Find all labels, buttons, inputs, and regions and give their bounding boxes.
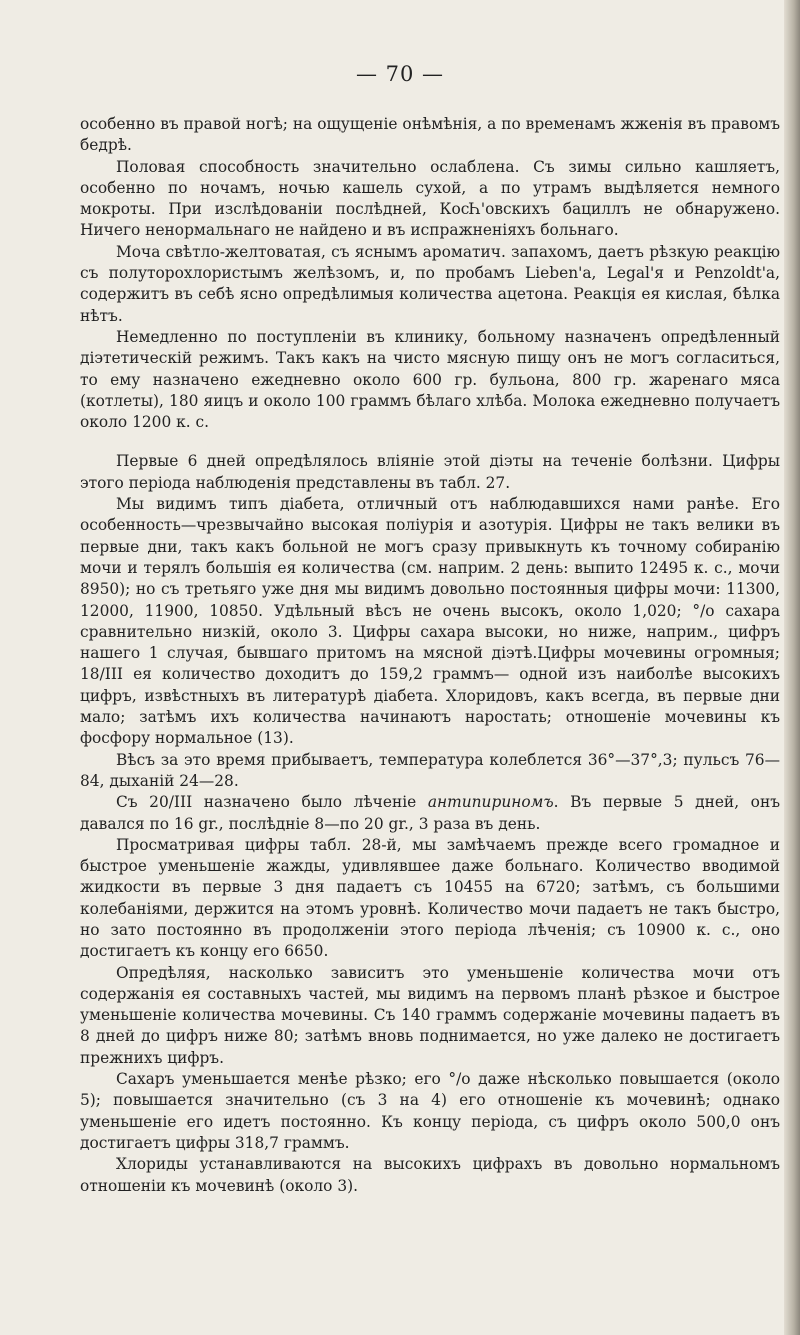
antipyrin-text-before: Съ 20/III назначено было лѣченіе [116,793,428,812]
body-text [80,114,780,1197]
paragraph: Мы видимъ типъ діабета, отличный отъ наблюдавшихся нами ранѣе. Его особенность—чрезвычайно высокая поліурія и азотурія. Цифры не такъ велики въ первые дни, такъ какъ больной не могъ сразу привыкнуть къ точному собиранію мочи и терялъ большія ея количества (см. наприм. 2 день: выпито 12495 к. с., мочи 8950); но съ третьяго уже дня мы видимъ довольно постоянныя цифры мочи: 11300, 12000, 11900, 10850. Удѣльный вѣсъ не очень высокъ, около 1,020; °/o сахара сравнительно низкій, около 3. Цифры сахара высоки, но ниже, наприм., цифръ нашего 1 случая, бывшаго притомъ на мясной діэтѣ.Цифры мочевины огромныя; 18/III ея количество доходитъ до 159,2 граммъ— одной изъ наиболѣе высокихъ цифръ, извѣстныхъ въ литературѣ діабета. Хлоридовъ, какъ всегда, въ первые дни мало; затѣмъ ихъ количества начинаютъ наростать; отношеніе мочевины къ фосфору нормальное (13). [80,495,780,748]
antipyrin-italic: антипириномъ [427,793,554,812]
antipyrin-text-after: . Въ первые 5 дней, онъ давался по 16 gr., послѣдніе 8—по 20 gr., 3 раза въ день. [80,793,780,833]
page-edge [784,0,800,1335]
paragraph: Моча свѣтло-желтоватая, съ яснымъ ароматич. запахомъ, даетъ рѣзкую реакцію съ полуторохлористымъ желѣзомъ, и, по пробамъ Lieben'а, Legal'я и Penzoldt'а, содержитъ въ себѣ ясно опредѣлимыя количества ацетона. Реакція ея кислая, бѣлка нѣтъ. [80,242,780,325]
paragraph: Половая способность значительно ослаблена. Съ зимы сильно кашляетъ, особенно по ночамъ, ночью кашель сухой, а по утрамъ выдѣляется немного мокроты. При изслѣдованіи послѣдней, КосҺ'овскихъ бациллъ не обнаружено. Ничего ненормальнаго не найдено и въ испражненіяхъ больнаго. [80,157,780,240]
paragraph-antipyrin [80,792,780,835]
paragraph: особенно въ правой ногѣ; на ощущеніе онѣмѣнія, а по временамъ жженія въ правомъ бедрѣ. [80,115,780,155]
paragraph: Опредѣляя, насколько зависитъ это уменьшеніе количества мочи отъ содержанія ея составныхъ частей, мы видимъ на первомъ планѣ рѣзкое и быстрое уменьшеніе количества мочевины. Съ 140 граммъ содержаніе мочевины падаетъ въ 8 дней до цифръ ниже 80; затѣмъ вновь поднимается, но уже далеко не достигаетъ прежнихъ цифръ. [80,963,780,1067]
paragraph: Первые 6 дней опредѣлялось вліяніе этой діэты на теченіе болѣзни. Цифры этого періода наблюденія представлены въ табл. 27. [80,452,780,492]
section-gap [80,433,780,451]
paragraph: Просматривая цифры табл. 28-й, мы замѣчаемъ прежде всего громадное и быстрое уменьшеніе жажды, удивлявшее даже больнаго. Количество вводимой жидкости въ первые 3 дня падаетъ съ 10455 на 6720; затѣмъ, съ большими колебаніями, держится на этомъ уровнѣ. Количество мочи падаетъ не такъ быстро, но зато постоянно въ продолженіи этого періода лѣченія; съ 10900 к. с., оно достигаетъ къ концу его 6650. [80,835,780,961]
paragraph: Вѣсъ за это время прибываетъ, температура колеблется 36°—37°,3; пульсъ 76—84, дыханій 24—28. [80,750,780,790]
paragraph: Сахаръ уменьшается менѣе рѣзко; его °/o даже нѣсколько повышается (около 5); повышается значительно (съ 3 на 4) его отношеніе къ мочевинѣ; однако уменьшеніе его идетъ постоянно. Къ концу періода, съ цифръ около 500,0 онъ достигаетъ цифры 318,7 граммъ. [80,1070,780,1152]
paragraph: Немедленно по поступленіи въ клинику, больному назначенъ опредѣленный діэтетическій режимъ. Такъ какъ на чисто мясную пищу онъ не могъ согласиться, то ему назначено ежедневно около 600 гр. бульона, 800 гр. жаренаго мяса (котлеты), 180 яицъ и около 100 граммъ бѣлаго хлѣба. Молока ежедневно получаетъ около 1200 к. с. [80,327,780,432]
page-number-header: — 70 — [355,62,445,86]
paragraph: Хлориды устанавливаются на высокихъ цифрахъ въ довольно нормальномъ отношеніи къ мочевинѣ (около 3). [80,1155,780,1195]
